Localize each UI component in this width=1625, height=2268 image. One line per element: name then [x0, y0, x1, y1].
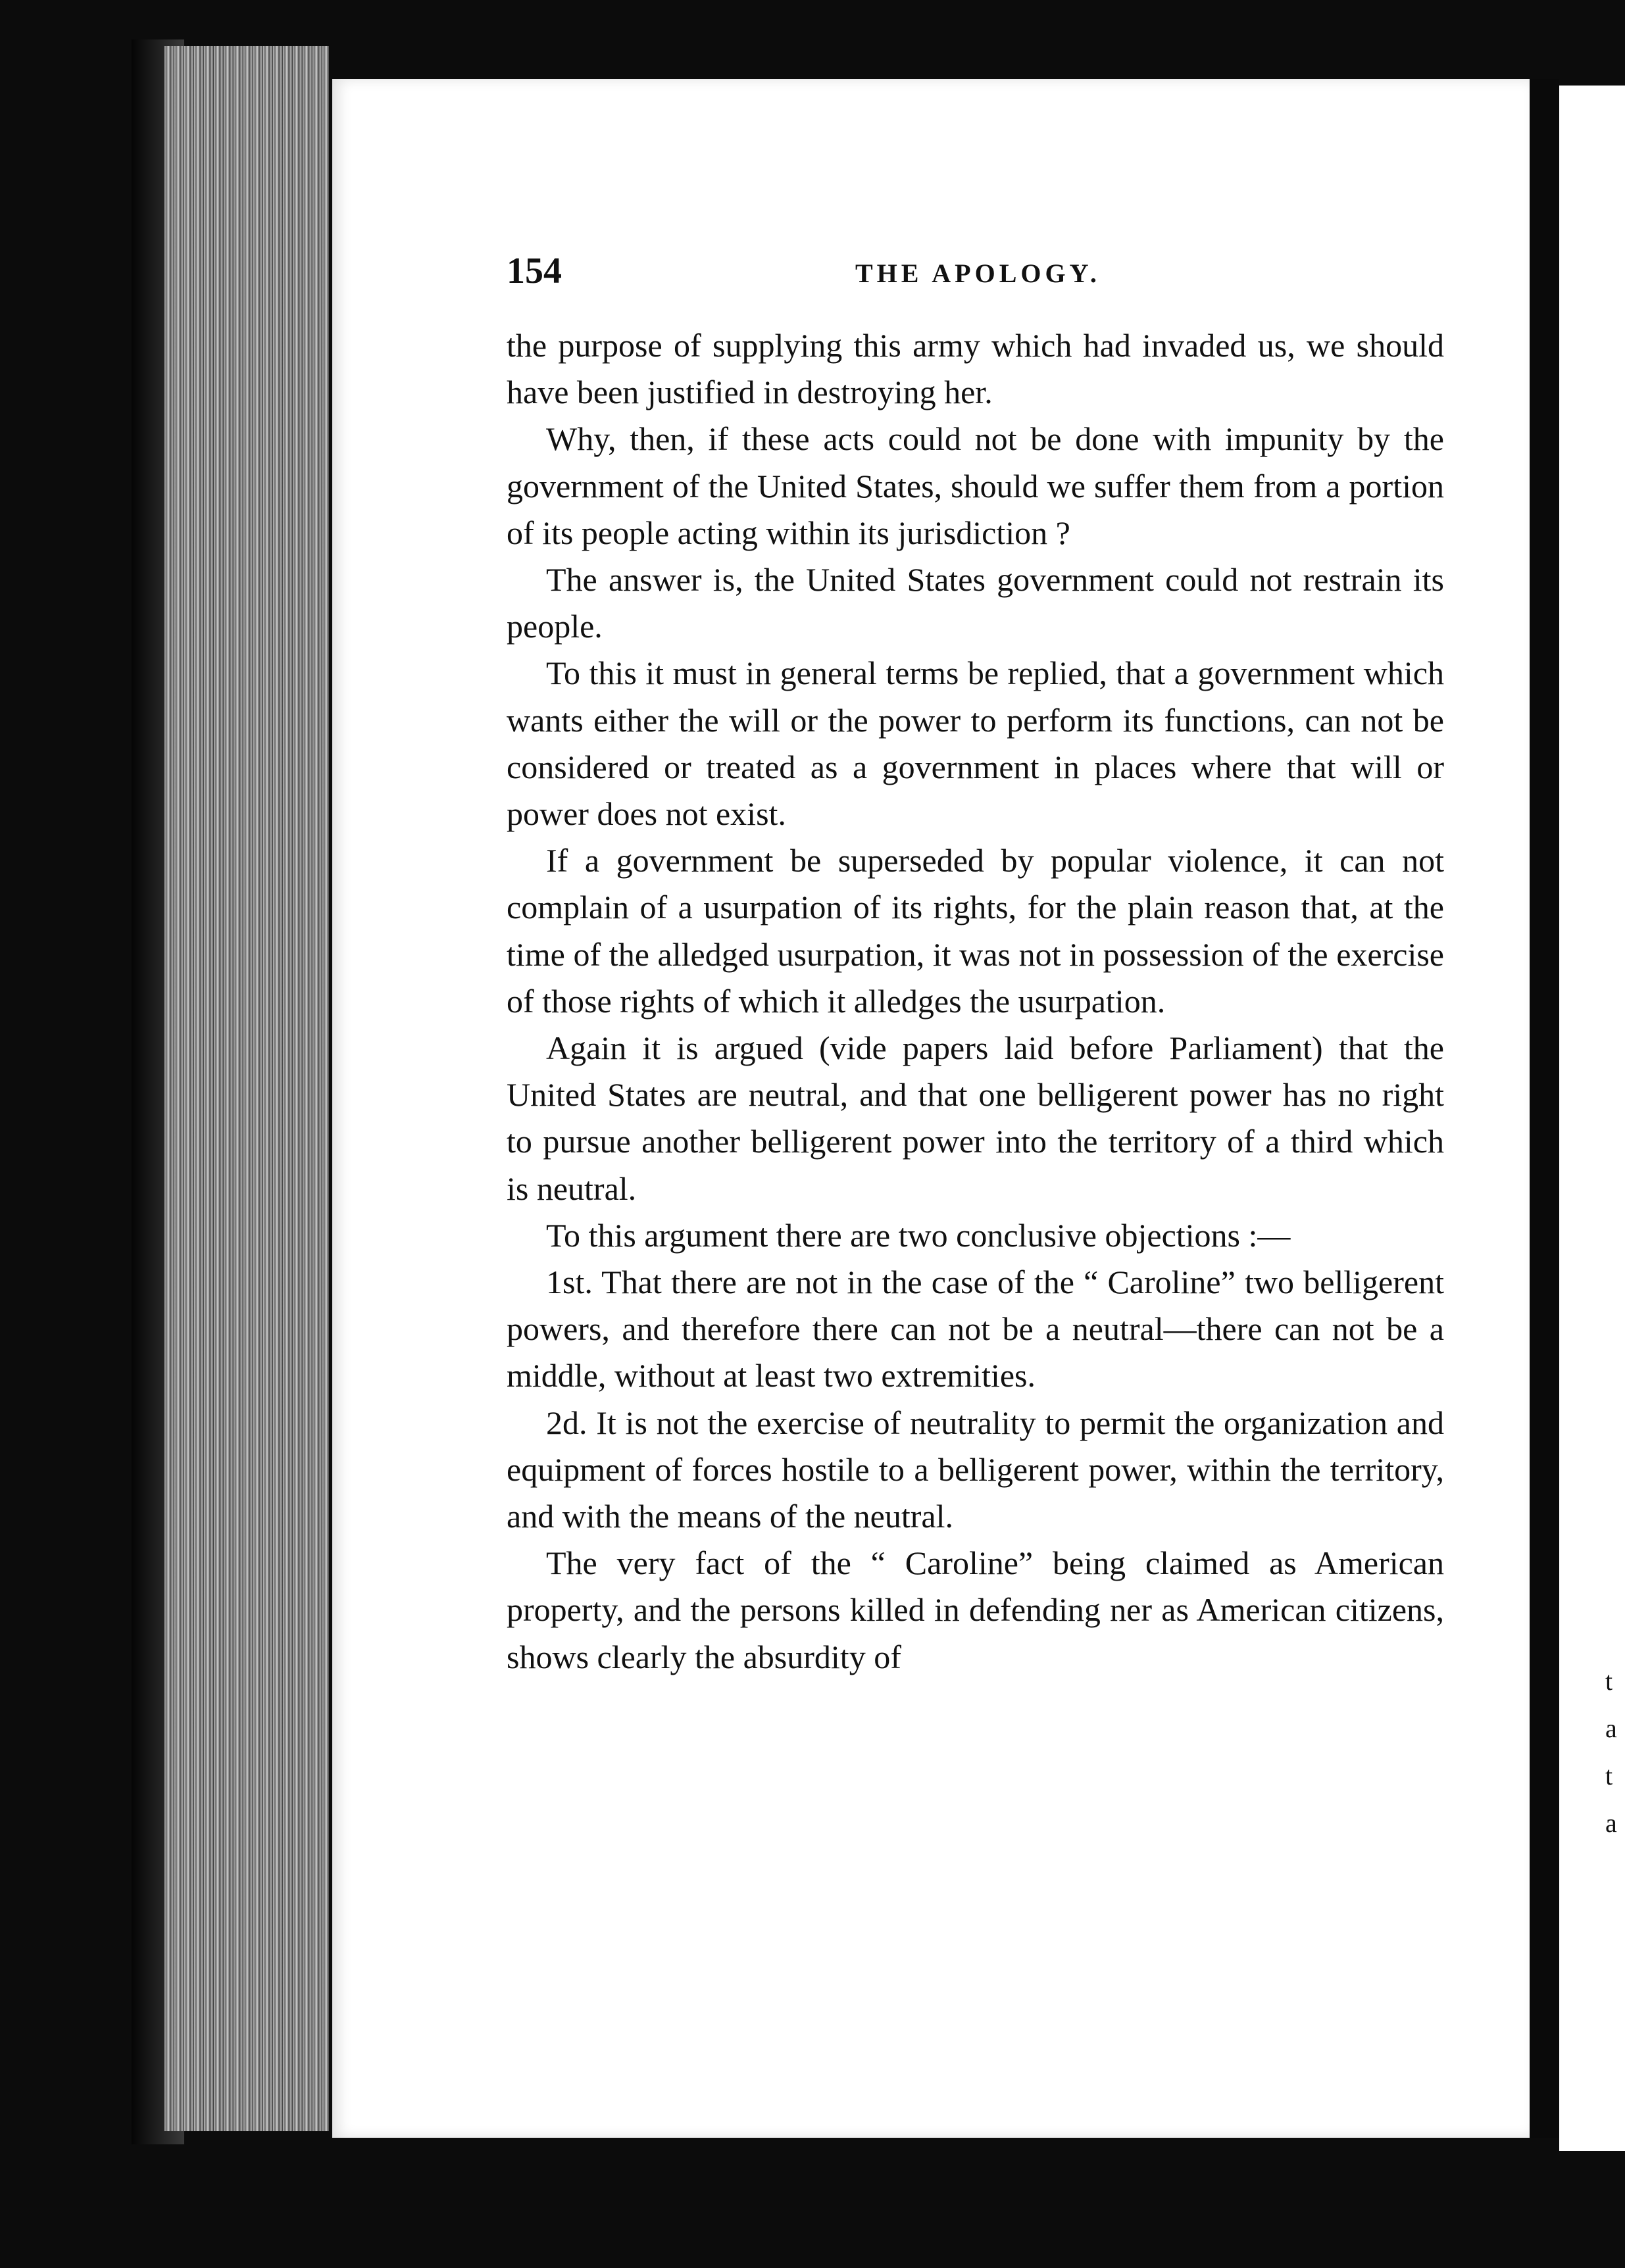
page-number: 154: [507, 251, 562, 291]
paragraph: the purpose of supplying this army which had invaded us, we should have been justified in destroying her.: [507, 327, 1444, 411]
page-edges: [164, 46, 329, 2131]
facing-page-text-fragments: [1605, 1658, 1625, 1847]
running-head-title: THE APOLOGY.: [855, 259, 1101, 288]
paragraph: If a government be superseded by popular violence, it can not complain of a usurpation of its rights, for the plain reason that, at the time of the alledged usurpation, it was not in possession of the exercise of those rights of which it alledges the usurpation.: [507, 842, 1444, 1020]
facing-fragment: t: [1605, 1666, 1613, 1696]
facing-fragment: t: [1605, 1761, 1613, 1790]
body-text: [507, 322, 1444, 1681]
paragraph: To this argument there are two conclusive objections :—: [546, 1216, 1291, 1254]
paragraph: Why, then, if these acts could not be done with impunity by the government of the United States, should we suffer them from a portion of its people acting within its jurisdiction ?: [507, 420, 1444, 551]
paragraph: The answer is, the United States government could not restrain its people.: [507, 561, 1444, 645]
facing-fragment: a: [1605, 1713, 1617, 1743]
running-head: [507, 250, 1441, 296]
facing-fragment: a: [1605, 1808, 1617, 1838]
paragraph: 1st. That there are not in the case of the “ Caroline” two belligerent powers, and therefore there can not be a neutral—there can not be a middle, without at least two extremities.: [507, 1264, 1444, 1394]
paragraph: Again it is argued (vide papers laid before Parliament) that the United States are neutral, and that one belligerent power has no right to pursue another belligerent power into the territory of a third which is neutral.: [507, 1029, 1444, 1207]
paragraph: To this it must in general terms be replied, that a government which wants either the will or the power to perform its functions, can not be considered or treated as a government in places where that will or power does not exist.: [507, 654, 1444, 833]
paragraph: 2d. It is not the exercise of neutrality to permit the organization and equipment of forces hostile to a belligerent power, within the territory, and with the means of the neutral.: [507, 1404, 1444, 1535]
book-gutter: [1530, 79, 1559, 2138]
paragraph: The very fact of the “ Caroline” being claimed as American property, and the persons killed in defending ner as American citizens, shows clearly the absurdity of: [507, 1544, 1444, 1675]
